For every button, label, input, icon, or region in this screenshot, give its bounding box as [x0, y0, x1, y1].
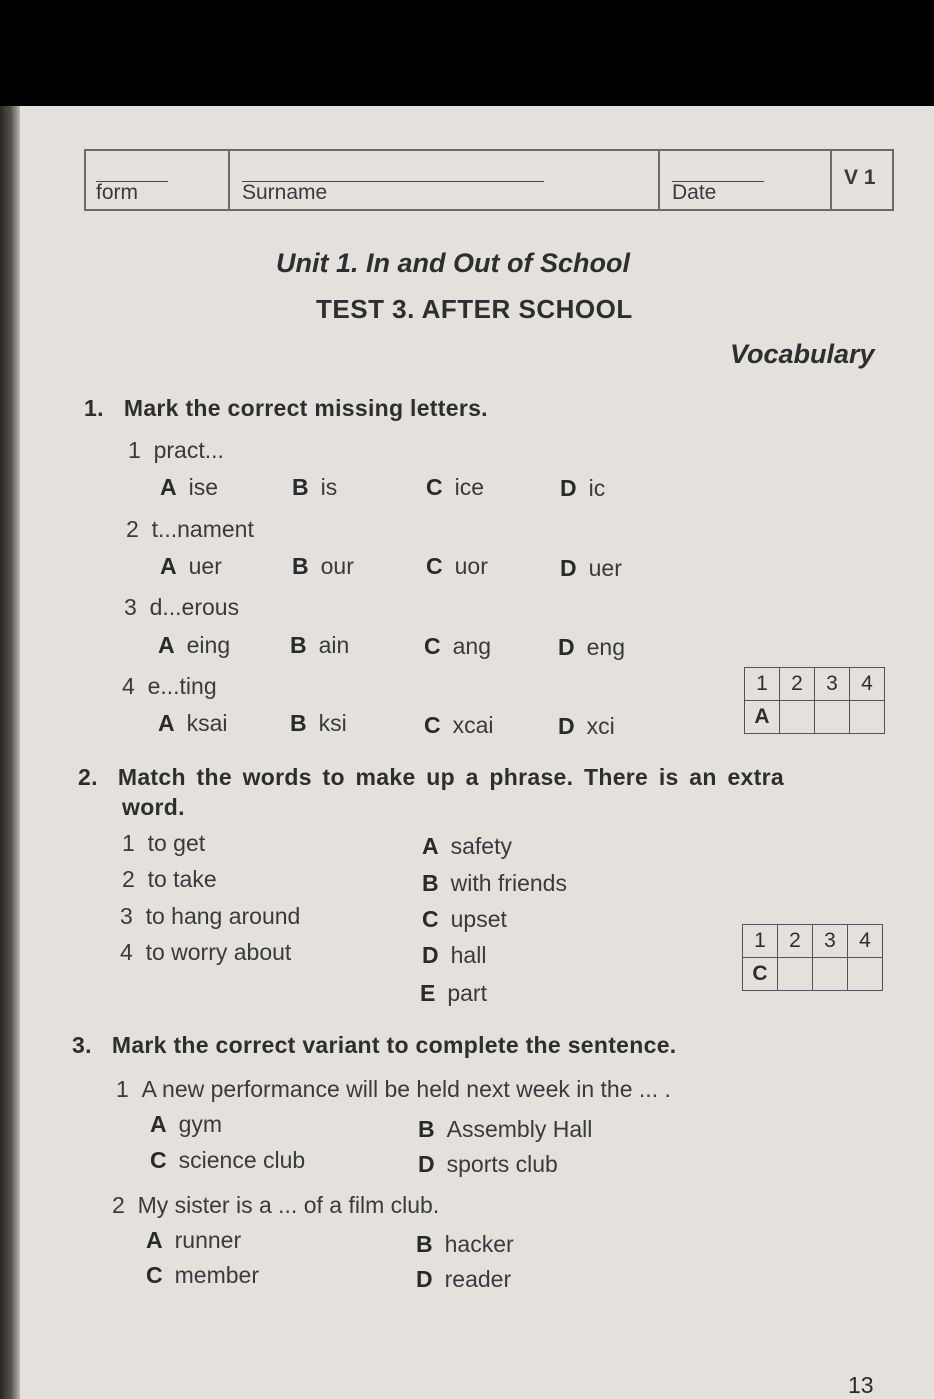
option-c[interactable]: C ang — [424, 633, 491, 659]
match-right-item[interactable]: D hall — [422, 942, 487, 968]
item-number: 3 — [124, 594, 137, 620]
form-label: form — [96, 181, 138, 204]
option-c[interactable]: C ice — [426, 474, 485, 500]
item-word: e...ting — [147, 673, 217, 699]
answer-cell[interactable] — [813, 958, 848, 991]
book-spine-shadow — [0, 106, 20, 1399]
unit-title: Unit 1. In and Out of School — [276, 248, 630, 278]
answer-cell[interactable] — [780, 701, 815, 734]
grid-header-cell: 4 — [848, 925, 883, 958]
option-d[interactable]: D reader — [416, 1266, 512, 1292]
answer-cell[interactable] — [850, 701, 885, 734]
test-title: TEST 3. AFTER SCHOOL — [316, 294, 633, 324]
grid-header-cell: 2 — [780, 668, 815, 701]
task1-item — [124, 594, 239, 621]
task2-heading — [78, 764, 784, 791]
option-c[interactable]: C science club — [150, 1147, 306, 1173]
option-a[interactable]: A runner — [146, 1227, 242, 1253]
answer-cell[interactable] — [848, 958, 883, 991]
option-a[interactable]: A ise — [160, 474, 219, 500]
answer-cell[interactable] — [815, 701, 850, 734]
option-b[interactable]: B our — [292, 553, 354, 579]
option-b[interactable]: B Assembly Hall — [418, 1116, 593, 1142]
task3-number: 3. — [72, 1032, 92, 1058]
task2-instruction: Match the words to make up a phrase. There is an extra — [117, 764, 784, 790]
option-b[interactable]: B ksi — [290, 710, 347, 736]
option-a[interactable]: A ksai — [158, 710, 228, 736]
option-d[interactable]: D uer — [560, 555, 622, 581]
surname-cell — [230, 151, 660, 209]
item-number: 2 — [126, 516, 139, 542]
task2-instruction-cont: word. — [122, 794, 185, 820]
task2-answer-grid — [742, 924, 883, 991]
task3-sentence: 1 A new performance will be held next week in the ... . — [116, 1076, 671, 1102]
task2-number: 2. — [78, 764, 98, 790]
date-cell — [660, 151, 832, 209]
form-cell — [86, 151, 230, 209]
option-d[interactable]: D sports club — [418, 1151, 558, 1177]
grid-header-cell: 4 — [850, 668, 885, 701]
grid-header-cell: 3 — [813, 925, 848, 958]
item-number: 1 — [128, 437, 141, 463]
option-b[interactable]: B hacker — [416, 1231, 514, 1257]
surname-label: Surname — [242, 181, 328, 204]
item-word: d...erous — [149, 594, 240, 620]
item-number: 4 — [122, 673, 135, 699]
task1-item — [128, 437, 224, 464]
task1-item — [122, 673, 217, 700]
task3-instruction: Mark the correct variant to complete the sentence. — [111, 1032, 677, 1058]
option-c[interactable]: C member — [146, 1262, 259, 1288]
task1-instruction: Mark the correct missing letters. — [123, 395, 488, 421]
option-b[interactable]: B is — [292, 474, 338, 500]
match-right-item[interactable]: E part — [420, 980, 487, 1006]
page-number: 13 — [848, 1372, 874, 1398]
item-word: t...nament — [151, 516, 254, 542]
match-right-item[interactable]: B with friends — [422, 870, 567, 896]
option-d[interactable]: D ic — [560, 475, 606, 501]
match-left-item: 4 to worry about — [120, 939, 292, 965]
item-word: pract... — [153, 437, 224, 463]
student-info-header — [84, 149, 894, 211]
match-left-item: 2 to take — [122, 866, 217, 892]
option-c[interactable]: C uor — [426, 553, 488, 579]
variant-cell — [832, 151, 892, 209]
grid-header-cell: 3 — [815, 668, 850, 701]
match-left-item: 1 to get — [122, 830, 206, 856]
task3-heading — [72, 1032, 677, 1059]
variant-label: V 1 — [844, 166, 876, 189]
task1-answer-grid — [744, 667, 885, 734]
option-a[interactable]: A eing — [158, 632, 231, 658]
task1-item — [126, 516, 254, 543]
option-a[interactable]: A uer — [160, 553, 222, 579]
task3-sentence: 2 My sister is a ... of a film club. — [112, 1192, 440, 1218]
answer-cell[interactable] — [778, 958, 813, 991]
task1-number: 1. — [84, 395, 104, 421]
date-label: Date — [672, 181, 717, 204]
grid-header-cell: 2 — [778, 925, 813, 958]
textbook-page — [0, 106, 934, 1399]
option-a[interactable]: A gym — [150, 1111, 223, 1137]
grid-header-cell: 1 — [745, 668, 780, 701]
option-d[interactable]: D eng — [558, 634, 625, 660]
task1-heading — [84, 395, 488, 422]
grid-header-cell: 1 — [743, 925, 778, 958]
option-d[interactable]: D xci — [558, 713, 615, 739]
option-b[interactable]: B ain — [290, 632, 350, 658]
option-c[interactable]: C xcai — [424, 712, 494, 738]
section-title: Vocabulary — [730, 339, 875, 369]
answer-cell[interactable]: C — [743, 958, 778, 991]
answer-cell[interactable]: A — [745, 701, 780, 734]
match-left-item: 3 to hang around — [120, 903, 301, 929]
match-right-item[interactable]: A safety — [422, 833, 512, 859]
match-right-item[interactable]: C upset — [422, 906, 507, 932]
